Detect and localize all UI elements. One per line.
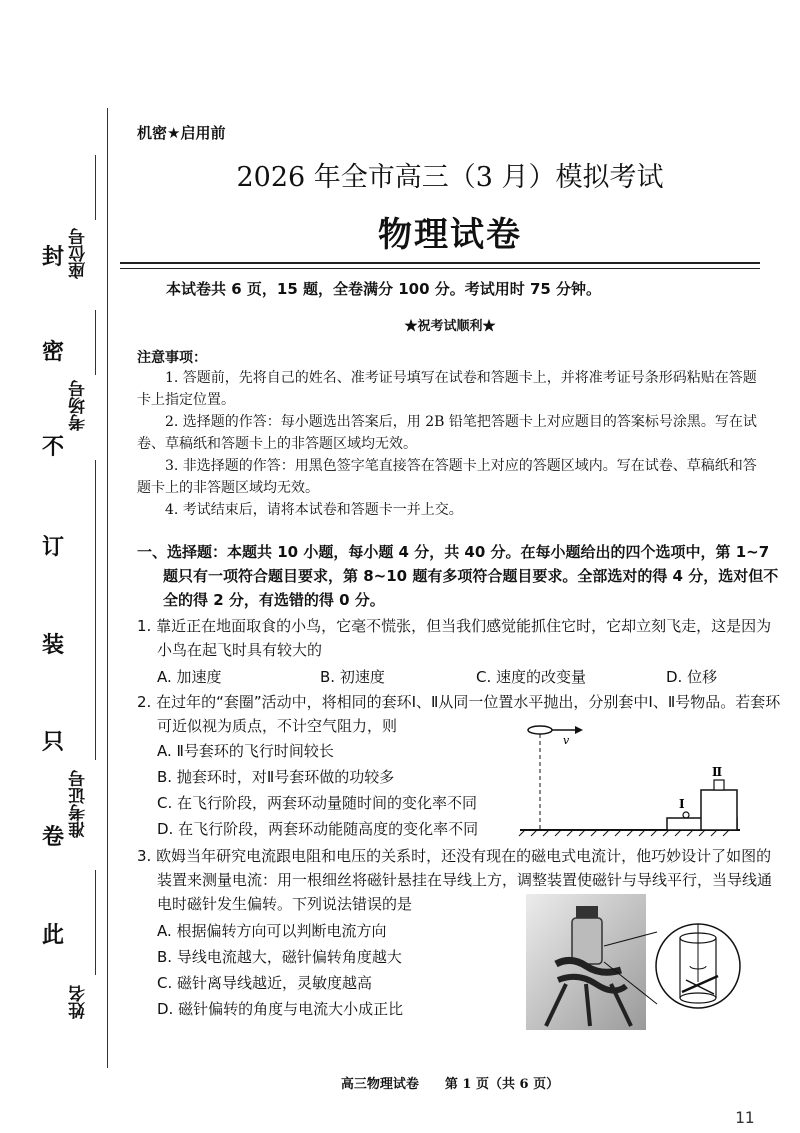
note-item: 2. 选择题的作答：每小题选出答案后，用 2B 铅笔把答题卡上对应题目的答案标号涂黑。写在试卷、草稿纸和答题卡上的非答题区域均无效。 [137,414,757,452]
apparatus-cap [576,906,598,918]
q3-option-b[interactable]: B. 导线电流越大，磁针偏转角度越大 [157,948,402,966]
seat-number-blank[interactable] [95,155,96,220]
item-1-label: Ⅰ [679,797,685,811]
seal-char: 装 [41,633,64,658]
scan-page-number: 11 [735,1108,755,1127]
binding-line [107,108,108,1068]
title-divider [120,262,760,269]
q1-option-c[interactable]: C. 速度的改变量 [476,668,587,686]
exam-title: 2026 年全市高三（3 月）模拟考试 [236,162,664,193]
q1-option-b[interactable]: B. 初速度 [320,668,385,686]
item-2-block [701,790,737,830]
question-1-stem: 1. 靠近正在地面取食的小鸟，它毫不慌张，但当我们感觉能抓住它时，它却立刻飞走，这是因为小鸟在起飞时具有较大的 [137,617,772,659]
q2-option-a[interactable]: A. Ⅱ号套环的飞行时间较长 [157,742,334,760]
q1-option-d[interactable]: D. 位移 [666,668,718,686]
arrow-head-icon [575,726,583,734]
seal-char: 只 [41,730,64,755]
exam-room-label: 考场号 [69,380,89,431]
seal-char: 密 [41,340,64,365]
q3-option-d[interactable]: D. 磁针偏转的角度与电流大小成正比 [157,1000,404,1018]
seal-char: 订 [41,535,64,560]
ring-toss-figure [515,718,745,838]
confidential-label: 机密★启用前 [137,124,226,142]
q3-option-c[interactable]: C. 磁针离导线越近，灵敏度越高 [157,974,373,992]
glass-cylinder [572,918,602,964]
good-luck-banner: ★祝考试顺利★ [404,319,496,334]
ohm-apparatus-photo [526,894,742,1034]
q2-option-d[interactable]: D. 在飞行阶段，两套环动能随高度的变化率不同 [157,820,479,838]
item-1-icon [683,812,689,818]
q2-option-c[interactable]: C. 在飞行阶段，两套环动量随时间的变化率不同 [157,794,478,812]
question-3-stem: 3. 欧姆当年研究电流跟电阻和电压的关系时，还没有现在的磁电式电流计，他巧妙设计了如图的装置来测量电流：用一根细丝将磁针悬挂在导线上方，调整装置使磁针与导线平行，当导线通电时磁针发生偏转。下列说法错误的是 [137,847,773,913]
velocity-label: v [563,734,570,747]
ticket-number-blank[interactable] [95,460,96,760]
seal-char: 卷 [41,825,64,850]
ticket-number-label: 准考证号 [69,770,89,838]
seal-char: 此 [41,923,64,948]
question-2-stem: 2. 在过年的“套圈”活动中，将相同的套环Ⅰ、Ⅱ从同一位置水平抛出，分别套中Ⅰ、Ⅱ号物品。若套环可近似视为质点，不计空气阻力，则 [137,693,781,735]
note-item: 3. 非选择题的作答：用黑色签字笔直接答在答题卡上对应的答题区域内。写在试卷、草稿纸和答题卡上的非答题区域均无效。 [137,458,757,496]
q3-option-a[interactable]: A. 根据偏转方向可以判断电流方向 [157,922,387,940]
exam-room-blank[interactable] [95,310,96,375]
item-2-icon [714,780,724,790]
seal-char: 不 [41,435,64,460]
name-label: 姓名 [69,985,89,1019]
page-footer: 高三物理试卷 第 1 页（共 6 页） [340,1077,560,1092]
q1-option-a[interactable]: A. 加速度 [157,668,222,686]
name-blank[interactable] [95,870,96,975]
note-item: 1. 答题前，先将自己的姓名、准考证号填写在试卷和答题卡上，并将准考证号条形码粘贴在答题卡上指定位置。 [137,370,757,408]
subject-title: 物理试卷 [378,215,522,255]
ring-icon [528,726,552,734]
note-item: 4. 考试结束后，请将本试卷和答题卡一并上交。 [165,502,463,518]
exam-info: 本试卷共 6 页，15 题，全卷满分 100 分。考试用时 75 分钟。 [166,280,602,298]
seat-number-label: 座位号 [69,228,89,279]
item-2-label: Ⅱ [712,765,723,779]
seal-char: 封 [41,245,64,270]
section-heading: 一、选择题：本题共 10 小题，每小题 4 分，共 40 分。在每小题给出的四个选项中，第 1~7 题只有一项符合题目要求，第 8~10 题有多项符合题目要求。全部选对的得 4 分，选对但不全的得 2 分，有选错的得 0 分。 [137,543,779,609]
notes-title: 注意事项： [137,350,207,366]
q2-option-b[interactable]: B. 抛套环时，对Ⅱ号套环做的功较多 [157,768,395,786]
